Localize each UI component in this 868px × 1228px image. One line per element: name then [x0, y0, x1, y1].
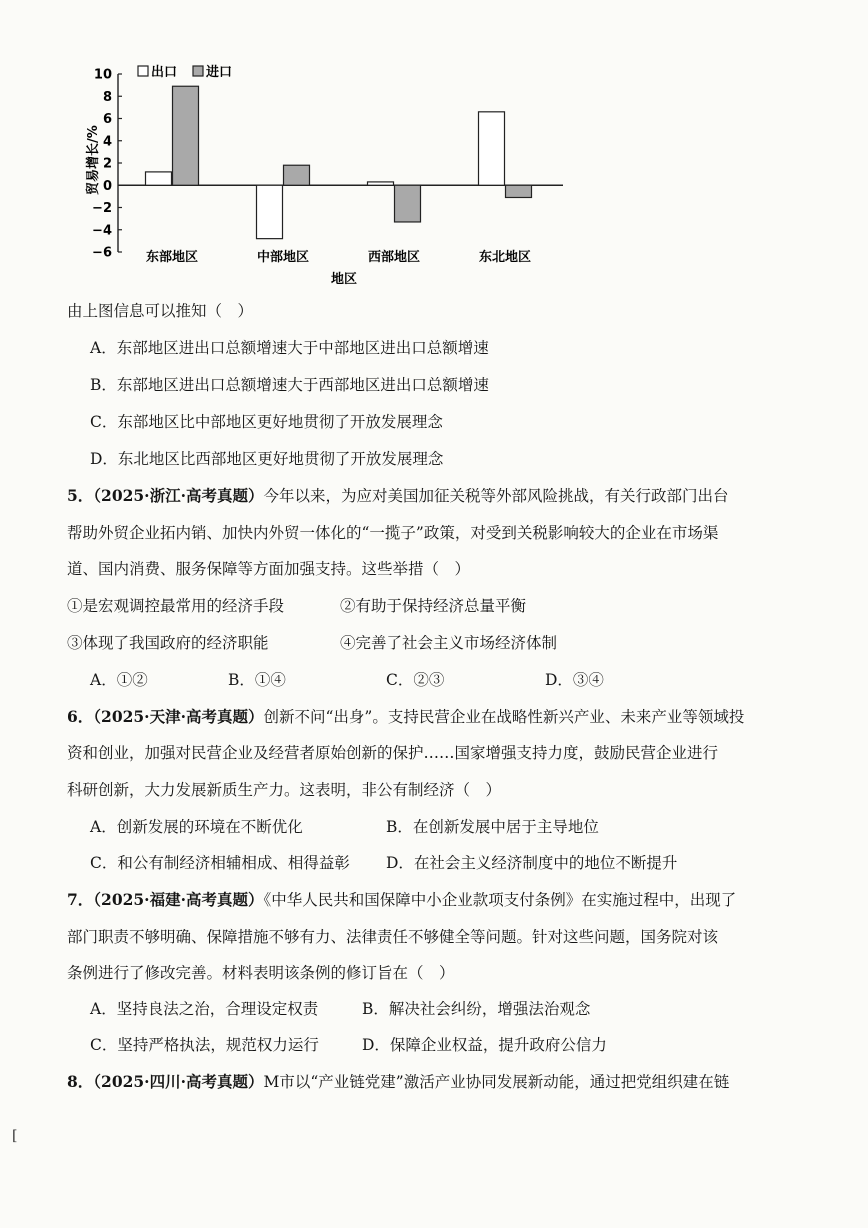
q6-option-a: A．创新发展的环境在不断优化 [90, 818, 303, 836]
margin-mark: [ [12, 1128, 18, 1144]
q4-option-d: D．东北地区比西部地区更好地贯彻了开放发展理念 [90, 450, 444, 468]
y-tick-label: 8 [102, 89, 112, 105]
bar-export-1 [257, 185, 283, 238]
q6-number: 6 [67, 707, 78, 726]
q7-source: ．（2025·福建·高考真题） [77, 890, 264, 909]
q8-source: ．（2025·四川·高考真题） [77, 1072, 264, 1091]
q5-text-1: 今年以来，为应对美国加征关税等外部风险挑战，有关行政部门出台 [263, 487, 729, 505]
q5-option-d: D．③④ [545, 671, 604, 689]
q5-line3: 道、国内消费、服务保障等方面加强支持。这些举措（ ） [67, 560, 471, 578]
x-tick-label: 东北地区 [478, 250, 532, 265]
bar-import-0 [173, 86, 199, 185]
y-tick-label: 10 [93, 67, 112, 83]
bar-export-0 [146, 172, 172, 185]
y-axis-label: 贸易增长/% [86, 125, 101, 195]
x-tick-label: 东部地区 [145, 250, 199, 265]
bar-export-3 [479, 112, 505, 185]
chart-ticks [92, 68, 531, 266]
q5-source: ．（2025·浙江·高考真题） [77, 486, 264, 505]
q8-text-1: M市以“产业链党建”激活产业协同发展新动能，通过把党组织建在链 [263, 1073, 730, 1091]
q5-statement-4: ④完善了社会主义市场经济体制 [340, 634, 558, 652]
q5-statement-2: ②有助于保持经济总量平衡 [340, 597, 527, 615]
y-tick-label: 6 [102, 112, 112, 127]
q4-option-b: B．东部地区进出口总额增速大于西部地区进出口总额增速 [90, 376, 489, 394]
q4-stem: 由上图信息可以推知（ ） [67, 302, 254, 320]
q6-option-d: D．在社会主义经济制度中的地位不断提升 [386, 854, 678, 872]
q5-option-a: A．①② [90, 671, 148, 689]
x-tick-label: 西部地区 [367, 250, 421, 265]
q5-line2: 帮助外贸企业拓内销、加快内外贸一体化的“一揽子”政策，对受到关税影响较大的企业在市场渠 [67, 524, 719, 542]
q4-option-a: A．东部地区进出口总额增速大于中部地区进出口总额增速 [90, 339, 489, 357]
q7-option-a: A．坚持良法之治，合理设定权责 [90, 1000, 319, 1018]
q7-option-d: D．保障企业权益，提升政府公信力 [362, 1036, 607, 1054]
y-tick-label: 2 [102, 156, 112, 172]
q4-option-c: C．东部地区比中部地区更好地贯彻了开放发展理念 [90, 413, 443, 431]
q6-line1 [67, 707, 744, 727]
chart-legend [138, 64, 232, 80]
y-tick-label: −4 [92, 223, 112, 239]
q6-option-c: C．和公有制经济相辅相成、相得益彰 [90, 854, 350, 872]
q7-option-b: B．解决社会纠纷，增强法治观念 [362, 1000, 591, 1018]
q7-text-1: 《中华人民共和国保障中小企业款项支付条例》在实施过程中，出现了 [263, 891, 737, 909]
q7-line3: 条例进行了修改完善。材料表明该条例的修订旨在（ ） [67, 964, 455, 982]
bar-import-3 [506, 185, 532, 197]
q6-option-b: B．在创新发展中居于主导地位 [386, 818, 599, 836]
trade-growth-bar-chart [0, 0, 600, 300]
legend-swatch-export [138, 66, 148, 76]
q5-option-c: C．②③ [386, 671, 445, 689]
x-tick-label: 中部地区 [256, 250, 310, 265]
q7-option-c: C．坚持严格执法，规范权力运行 [90, 1036, 319, 1054]
q5-option-b: B．①④ [228, 671, 286, 689]
q6-line2: 资和创业，加强对民营企业及经营者原始创新的保护……国家增强支持力度，鼓励民营企业进行 [67, 744, 719, 762]
q7-line1 [67, 890, 736, 910]
q5-statement-3: ③体现了我国政府的经济职能 [67, 634, 269, 652]
legend-label-export: 出口 [151, 65, 178, 80]
bar-import-1 [284, 165, 310, 185]
chart-bars [146, 86, 532, 238]
x-axis-label: 地区 [330, 272, 358, 287]
q6-line3: 科研创新，大力发展新质生产力。这表明，非公有制经济（ ） [67, 781, 502, 799]
q5-statement-1: ①是宏观调控最常用的经济手段 [67, 597, 285, 615]
bar-import-2 [395, 185, 421, 222]
q6-text-1: 创新不问“出身”。支持民营企业在战略性新兴产业、未来产业等领域投 [263, 708, 745, 726]
y-tick-label: −2 [92, 201, 112, 216]
q5-line1 [67, 486, 729, 506]
y-tick-label: −6 [92, 245, 112, 261]
q7-number: 7 [67, 890, 78, 909]
q7-line2: 部门职责不够明确、保障措施不够有力、法律责任不够健全等问题。针对这些问题，国务院对该 [67, 928, 719, 946]
bar-export-2 [368, 182, 394, 185]
y-tick-label: 4 [102, 134, 112, 150]
q5-number: 5 [67, 486, 78, 505]
legend-label-import: 进口 [206, 65, 233, 80]
legend-swatch-import [193, 66, 203, 76]
q8-line1 [67, 1072, 729, 1092]
q8-number: 8 [67, 1072, 78, 1091]
q6-source: ．（2025·天津·高考真题） [77, 707, 264, 726]
y-tick-label: 0 [102, 178, 112, 194]
